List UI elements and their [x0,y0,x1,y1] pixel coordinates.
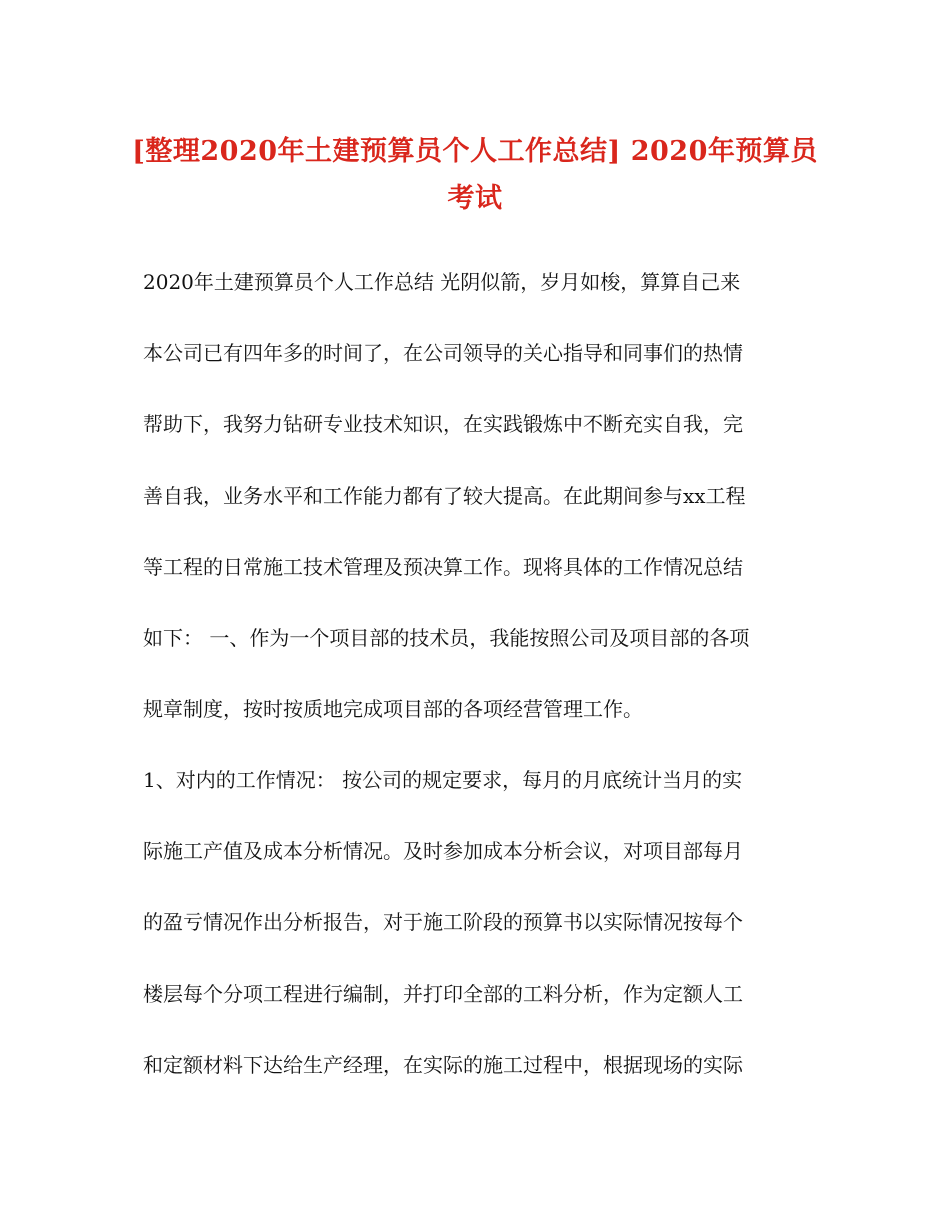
text-line: 和定额材料下达给生产经理，在实际的施工过程中，根据现场的实际 [143,1052,743,1077]
text-line: 2020年土建预算员个人工作总结 光阴似箭，岁月如梭，算算自己来 [143,270,741,294]
text-line: 的盈亏情况作出分析报告，对于施工阶段的预算书以实际情况按每个 [143,910,743,935]
text-line: 际施工产值及成本分析情况。及时参加成本分析会议，对项目部每月 [143,839,743,864]
paragraph-2 [143,745,823,1101]
page-title: [整理2020年土建预算员个人工作总结] 2020年预算员考试 [132,136,818,214]
text-line: 帮助下，我努力钻研专业技术知识，在实践锻炼中不断充实自我，完 [143,412,743,437]
text-line: 本公司已有四年多的时间了，在公司领导的关心指导和同事们的热情 [143,341,743,366]
text-line: 楼层每个分项工程进行编制，并打印全部的工料分析，作为定额人工 [143,981,743,1006]
text-line: 规章制度，按时按质地完成项目部的各项经营管理工作。 [143,697,643,722]
text-line: 善自我，业务水平和工作能力都有了较大提高。在此期间参与xx工程 [143,483,746,508]
text-line: 1、对内的工作情况： 按公司的规定要求，每月的月底统计当月的实 [143,768,743,792]
paragraph-1 [143,247,823,745]
text-line: 等工程的日常施工技术管理及预决算工作。现将具体的工作情况总结 [143,554,743,579]
text-line: 如下： 一、作为一个项目部的技术员，我能按照公司及项目部的各项 [143,625,750,650]
